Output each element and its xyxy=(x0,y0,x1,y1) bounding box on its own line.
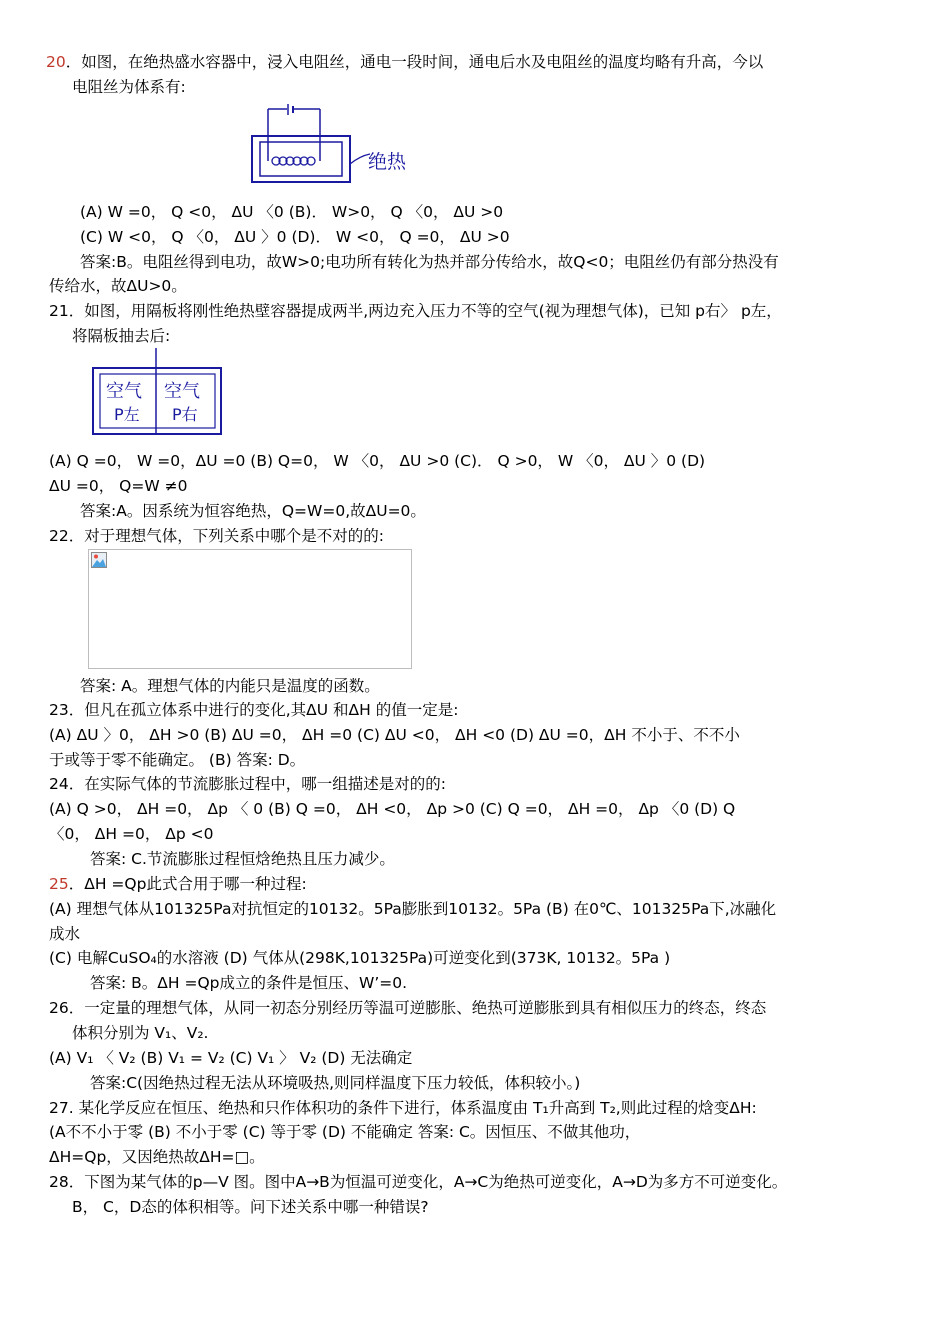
q25-answer: 答案: B。ΔH =Qp成立的条件是恒压、W’=0. xyxy=(90,974,408,992)
q28-line2: B， C，D态的体积相等。问下述关系中哪一种错误? xyxy=(72,1198,429,1216)
q20-options-cd: (C) W <0， Q 〈0， ΔU 〉0 (D)． W <0， Q =0， ΔU >0 xyxy=(80,228,510,246)
q27-line2: (A不不小于零 (B) 不小于零 (C) 等于零 (D) 不能确定 答案: C。因恒压、不做其他功， xyxy=(49,1123,641,1141)
q27-line1: 27. 某化学反应在恒压、绝热和只作体积功的条件下进行，体系温度由 T₁升高到 T₂,则此过程的焓变ΔH: xyxy=(49,1099,757,1117)
broken-image-icon xyxy=(91,552,107,568)
q23-line1: 23．但凡在孤立体系中进行的变化,其ΔU 和ΔH 的值一定是: xyxy=(49,701,459,719)
q23-line3: 于或等于零不能确定。 (B) 答案: D。 xyxy=(49,751,306,769)
partition-container-figure xyxy=(90,346,224,438)
q26-line1: 26．一定量的理想气体，从同一初态分别经历等温可逆膨胀、绝热可逆膨胀到具有相似压力的终态，终态 xyxy=(49,999,767,1017)
q22-line1: 22．对于理想气体，下列关系中哪个是不对的的: xyxy=(49,527,384,545)
q28-line1: 28．下图为某气体的p—V 图。图中A→B为恒温可逆变化，A→C为绝热可逆变化，A→D为多方不可逆变化。 xyxy=(49,1173,788,1191)
q20-text: ．如图，在绝热盛水容器中，浸入电阻丝，通电一段时间，通电后水及电阻丝的温度均略有升高，今以 xyxy=(65,53,764,71)
q24-line1: 24．在实际气体的节流膨胀过程中，哪一组描述是对的的: xyxy=(49,775,446,793)
q25-line4: (C) 电解CuSO₄的水溶液 (D) 气体从(298K,101325Pa)可逆变化到(373K, 10132。5Pa ) xyxy=(49,949,671,967)
q25-line2: (A) 理想气体从101325Pa对抗恒定的10132。5Pa膨胀到10132。5Pa (B) 在0℃、101325Pa下,冰融化 xyxy=(49,900,777,918)
q20-line2: 电阻丝为体系有: xyxy=(72,78,186,96)
q21-options-line2: ΔU =0， Q=W ≠0 xyxy=(49,477,188,495)
q20-options-ab: (A) W =0， Q <0， ΔU 〈0 (B)． W>0， Q 〈0， ΔU >0 xyxy=(80,203,504,221)
q26-answer: 答案:C(因绝热过程无法从环境吸热,则同样温度下压力较低，体积较小。) xyxy=(90,1074,581,1092)
q24-line3: 〈0， ΔH =0， Δp <0 xyxy=(49,825,214,843)
q22-answer: 答案: A。理想气体的内能只是温度的函数。 xyxy=(80,677,380,695)
q21-options-line1: (A) Q =0， W =0，ΔU =0 (B) Q=0， W 〈0， ΔU >0 (C)． Q >0， W 〈0， ΔU 〉0 (D) xyxy=(49,452,706,470)
right-gas-label: 空气 xyxy=(164,381,200,402)
label-leader-line xyxy=(350,154,370,164)
q21-line2: 将隔板抽去后: xyxy=(72,327,171,345)
q20-answer-line1: 答案:B。电阻丝得到电功，故W>0;电功所有转化为热并部分传给水，故Q<0；电阻丝仍有部分热没有 xyxy=(80,253,779,271)
insulated-label: 绝热 xyxy=(368,151,407,173)
broken-image-placeholder xyxy=(88,549,412,669)
q27-line3: ΔH=Qp，又因绝热故ΔH=□。 xyxy=(49,1148,265,1166)
resistance-coil xyxy=(272,157,315,165)
q24-line2: (A) Q >0， ΔH =0， Δp 〈 0 (B) Q =0， ΔH <0， Δp >0 (C) Q =0， ΔH =0， Δp 〈0 (D) Q xyxy=(49,800,736,818)
q20-answer-line2: 传给水，故ΔU>0。 xyxy=(49,277,187,295)
left-pressure-label: P左 xyxy=(114,405,140,424)
right-pressure-label: P右 xyxy=(172,405,198,424)
insulated-container-figure xyxy=(248,104,418,186)
q23-line2: (A) ΔU 〉0， ΔH >0 (B) ΔU =0， ΔH =0 (C) ΔU <0， ΔH <0 (D) ΔU =0，ΔH 不小于、不不小 xyxy=(49,726,740,744)
q20-line1 xyxy=(46,52,763,72)
q26-line2: 体积分别为 V₁、V₂. xyxy=(72,1024,209,1042)
q20-number: 20 xyxy=(46,53,66,71)
left-gas-label: 空气 xyxy=(106,381,142,402)
q21-answer: 答案:A。因系统为恒容绝热，Q=W=0,故ΔU=0。 xyxy=(80,502,426,520)
q24-answer: 答案: C.节流膨胀过程恒焓绝热且压力减少。 xyxy=(90,850,395,868)
q25-line1 xyxy=(49,874,307,894)
q25-number: 25 xyxy=(49,875,69,893)
q21-line1: 21．如图，用隔板将刚性绝热壁容器提成两半,两边充入压力不等的空气(视为理想气体)，已知 p右〉 p左， xyxy=(49,302,782,320)
q26-options: (A) V₁ 〈 V₂ (B) V₁ = V₂ (C) V₁ 〉 V₂ (D) 无法确定 xyxy=(49,1049,413,1067)
q25-text: ．ΔH =Qp此式合用于哪一种过程: xyxy=(68,875,307,893)
q25-line3: 成水 xyxy=(49,925,81,943)
